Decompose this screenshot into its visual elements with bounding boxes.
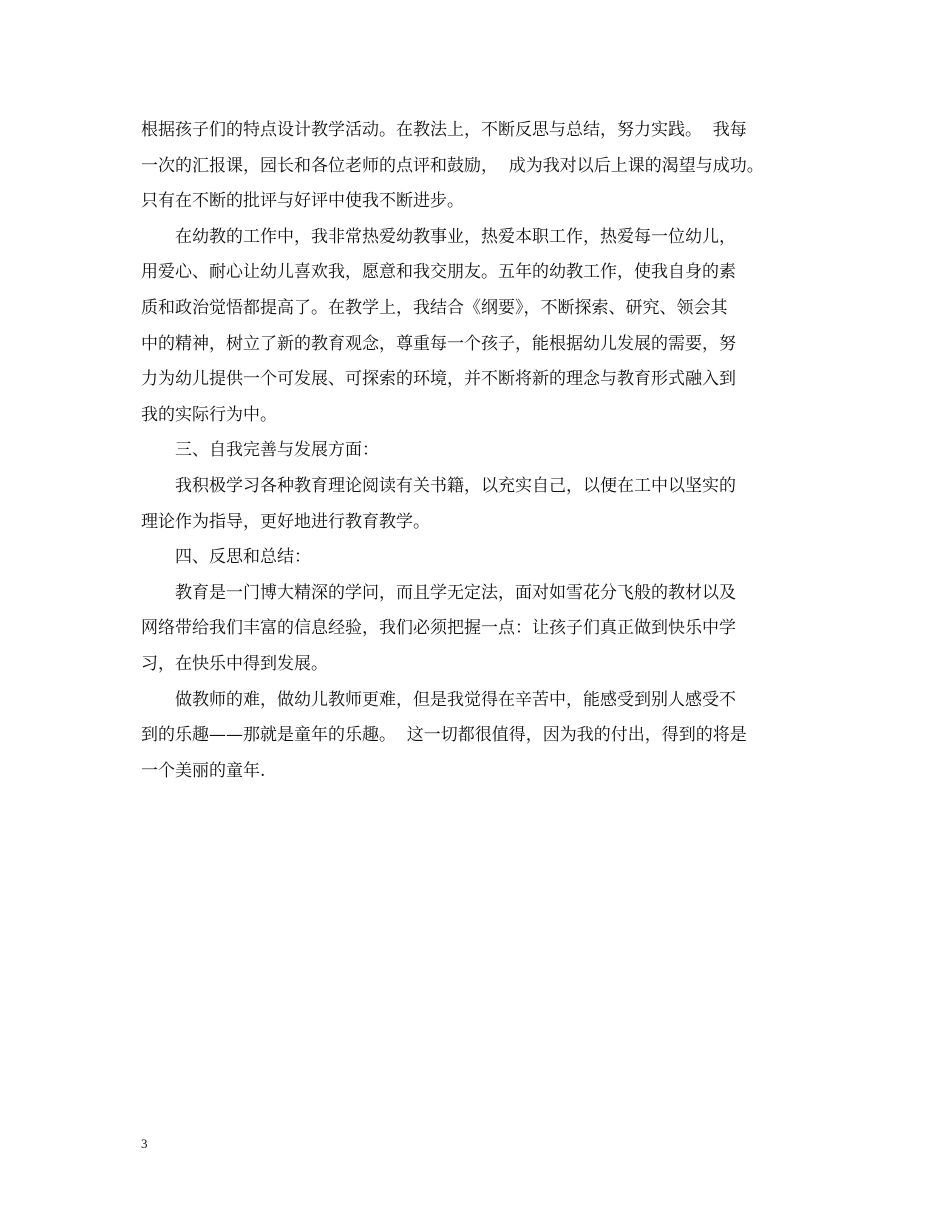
text-line: 只有在不断的批评与好评中使我不断进步。 [141, 191, 464, 212]
page-number: 3 [141, 1136, 148, 1151]
text-line: 根据孩子们的特点设计教学活动。在教法上，不断反思与总结，努力实践。 我每 [141, 120, 747, 140]
text-line: 我的实际行为中。 [141, 404, 277, 425]
paragraph-first-line: 教育是一门博大精深的学问，而且学无定法，面对如雪花分飞般的教材以及 [175, 582, 736, 603]
paragraph-first-line: 在幼教的工作中，我非常热爱幼教事业，热爱本职工作，热爱每一位幼儿， [175, 226, 736, 247]
text-line: 网络带给我们丰富的信息经验，我们必须把握一点：让孩子们真正做到快乐中学 [141, 618, 736, 639]
section-heading: 四、反思和总结： [175, 547, 311, 568]
text-line: 一个美丽的童年. [141, 760, 266, 781]
text-line: 用爱心、耐心让幼儿喜欢我，愿意和我交朋友。五年的幼教工作，使我自身的素 [141, 262, 736, 283]
text-line: 力为幼儿提供一个可发展、可探索的环境，并不断将新的理念与教育形式融入到 [141, 369, 736, 390]
text-line: 习，在快乐中得到发展。 [141, 653, 328, 674]
text-line: 中的精神，树立了新的教育观念，尊重每一个孩子，能根据幼儿发展的需要，努 [141, 333, 736, 354]
paragraph-first-line: 我积极学习各种教育理论阅读有关书籍，以充实自己，以便在工中以坚实的 [175, 475, 736, 496]
text-line: 理论作为指导，更好地进行教育教学。 [141, 511, 430, 532]
text-line: 一次的汇报课，园长和各位老师的点评和鼓励， 成为我对以后上课的渴望与成功。 [141, 155, 764, 176]
document-body [141, 113, 821, 789]
paragraph-first-line: 做教师的难，做幼儿教师更难，但是我觉得在辛苦中，能感受到别人感受不 [175, 689, 736, 710]
text-line: 质和政治觉悟都提高了。在教学上，我结合《纲要》，不断探索、研究、领会其 [141, 297, 728, 318]
section-heading: 三、自我完善与发展方面： [175, 440, 379, 461]
text-line: 到的乐趣——那就是童年的乐趣。 这一切都很值得，因为我的付出，得到的将是 [141, 725, 747, 746]
